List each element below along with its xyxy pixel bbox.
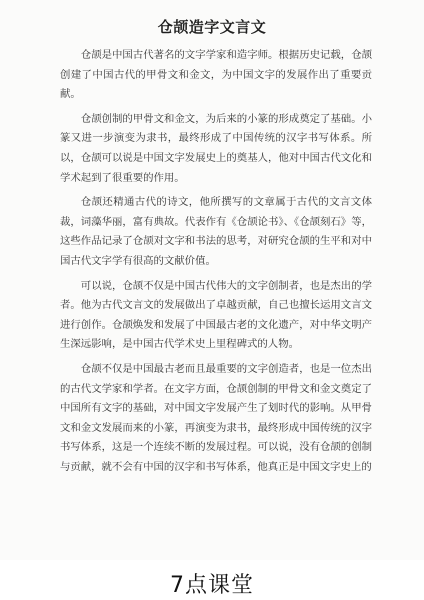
paragraph: 仓颉创制的甲骨文和金文，为后来的小篆的形成奠定了基础。小篆又进一步演变为隶书，最终形成了中国传统的汉字书写体系。所以，仓颉可以说是中国文字发展史上的奠基人，他对中国古代文化和学术起到了很重要的作用。 [60, 112, 372, 184]
document-body [60, 46, 372, 477]
paragraph: 可以说，仓颉不仅是中国古代伟大的文字创制者，也是杰出的学者。他为古代文言文的发展做出了卓越贡献，自己也擅长运用文言文进行创作。仓颉焕发和发展了中国最古老的文化遗产，对中华文明产生深远影响，是中国古代学术史上里程碑式的人物。 [60, 279, 372, 351]
paragraph: 仓颉不仅是中国最古老而且最重要的文字创造者，也是一位杰出的古代文学家和学者。在文字方面，仓颉创制的甲骨文和金文奠定了中国所有文字的基础，对中国文字发展产生了划时代的影响。从甲骨文和金文发展而来的小篆，再演变为隶书，最终形成中国传统的汉字书写体系，这是一个连续不断的发展过程。可以说，没有仓颉的创制与贡献，就不会有中国的汉字和书写体系，他真正是中国文字史上的 [60, 362, 372, 473]
site-watermark: 7点课堂 [170, 573, 254, 598]
document-title: 仓颉造字文言文 [157, 18, 267, 36]
paragraph: 仓颉还精通古代的诗文，他所撰写的文章属于古代的文言文体裁，词藻华丽，富有典故。代表作有《仓颉论书》、《仓颉刻石》等，这些作品记录了仓颉对文字和书法的思考，对研究仓颉的生平和对中国古代文字学有很高的文献价值。 [60, 196, 372, 267]
paragraph: 仓颉是中国古代著名的文字学家和造字师。根据历史记载，仓颉创建了中国古代的甲骨文和金文，为中国文字的发展作出了重要贡献。 [60, 49, 372, 101]
